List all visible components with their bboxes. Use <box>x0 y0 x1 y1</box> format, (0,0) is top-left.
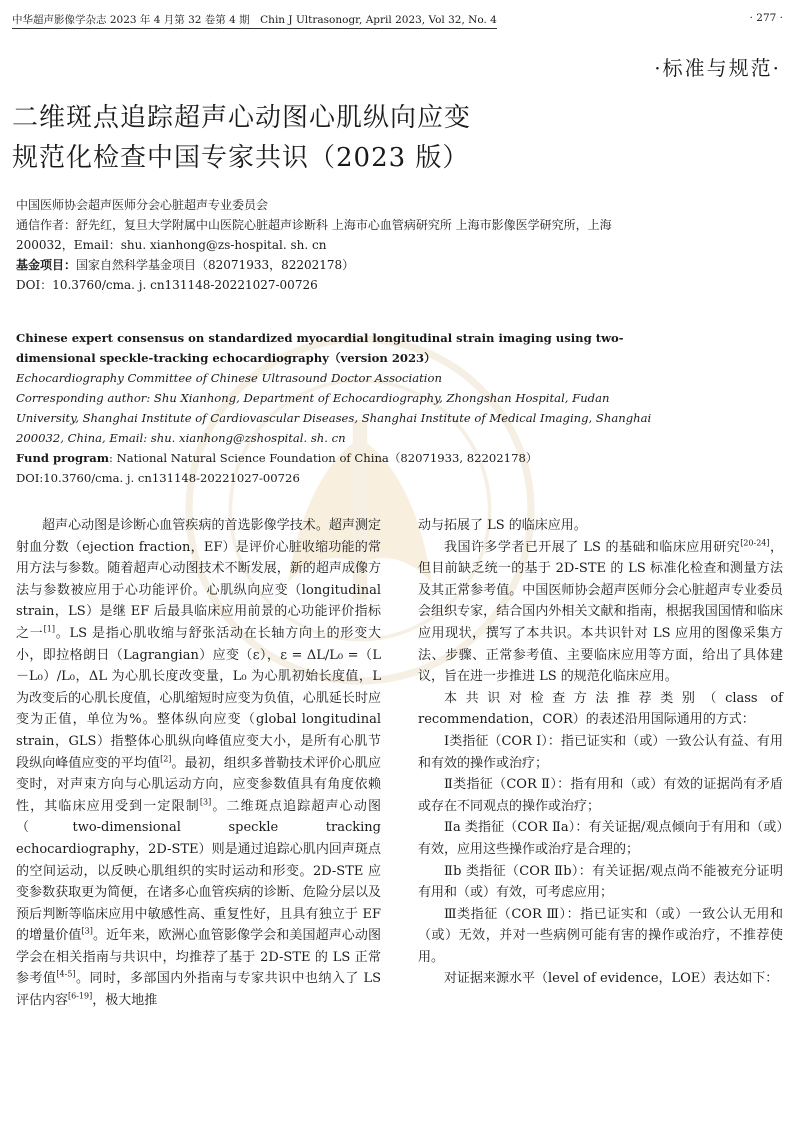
text-span: ，极大地推 <box>92 993 158 1009</box>
text-span: 我国许多学者已开展了 LS 的基础和临床应用研究 <box>444 539 741 555</box>
section-tag: ·标准与规范· <box>654 56 781 80</box>
citation: [3] <box>199 797 212 807</box>
citation: [1] <box>43 624 55 634</box>
text-span: 。最初，组织多普勒技术评价心肌应变时，对声束方向与心肌运动方向，应变参数值具有角度依赖性，其临床应用受到一定限制 <box>16 755 381 814</box>
doi-cn: DOI：10.3760/cma. j. cn131148-20221027-00726 <box>16 278 318 292</box>
text-span: 。近年来，欧洲心血管影像学会和美国超声心动图学会在相关指南与共识中，均推荐了基于 2D-STE 的 LS 正常参考值 <box>16 928 381 987</box>
paragraph: 动与拓展了 LS 的临床应用。 <box>418 518 587 533</box>
title-line-2: 规范化检查中国专家共识（2023 版） <box>12 143 470 173</box>
fund-en <box>16 448 656 468</box>
doi-en: DOI:10.3760/cma. j. cn131148-20221027-00726 <box>16 471 300 485</box>
fund-cn <box>16 255 641 275</box>
body-text <box>16 515 783 1012</box>
fund-text-cn: 国家自然科学基金项目（82071933，82202178） <box>76 258 355 272</box>
paragraph: Ⅱb 类指征（COR Ⅱb）：有关证据/观点尚不能被充分证明有用和（或）有效，可考虑应用； <box>418 863 783 901</box>
right-column <box>418 515 783 1012</box>
text-span: 超声心动图是诊断心血管疾病的首选影像学技术。超声测定射血分数（ejection fraction，EF）是评价心脏收缩功能的常用方法与参数。随着超声心动图技术不断发展，新的超声成像方法与参数被应用于心功能评价。心肌纵向应变（longitudinal strain，LS）是继 EF 后最具临床应用前景的心功能评价指标之一 <box>16 518 381 641</box>
page-number: · 277 · <box>749 12 783 24</box>
corresponding-en: Corresponding author: Shu Xianhong, Department of Echocardiography, Zhongshan Hospital, Fudan University, Shanghai Institute of Cardiovascular Diseases, Shanghai Institute of Medical Imaging, Shanghai 200032, China, Email: shu. xianhong@zshospital. sh. cn <box>16 391 652 445</box>
paragraph <box>16 515 381 1012</box>
english-metadata <box>16 328 656 488</box>
title-line-1: 二维斑点追踪超声心动图心肌纵向应变 <box>12 103 472 133</box>
citation: [3] <box>81 926 93 936</box>
authors-cn: 中国医师协会超声医师分会心脏超声专业委员会 <box>16 198 269 212</box>
running-header <box>12 12 783 29</box>
text-span: 。同时，多部国内外指南与专家共识中也纳入了 LS 评估内容 <box>16 971 381 1009</box>
paragraph: Ⅱ类指征（COR Ⅱ）：指有用和（或）有效的证据尚有矛盾或存在不同观点的操作或治疗； <box>418 777 783 814</box>
left-column <box>16 515 381 1012</box>
text-span: ，但目前缺乏统一的基于 2D-STE 的 LS 标准化检查和测量方法及其正常参考值。中国医师协会超声医师分会心脏超声专业委员会组织专家，结合国内外相关文献和指南，根据我国国情和临床应用现状，撰写了本共识。本共识针对 LS 应用的图像采集方法、步骤、正常参考值、主要临床应用等方面，给出了具体建议，旨在进一步推进 LS 的规范化临床应用。 <box>418 539 783 685</box>
text-span: 。二维斑点追踪超声心动图（two-dimensional speckle tracking echocardiography，2D-STE）则是通过追踪心肌内回声斑点的空间运动，以反映心肌组织的实时运动和形变。2D-STE 应变参数获取更为简便，在诸多心血管疾病的诊断、危险分层以及预后判断等临床应用中敏感性高、重复性好，且具有独立于 EF 的增量价值 <box>16 798 381 944</box>
chinese-metadata <box>16 195 641 295</box>
paragraph: Ⅱa 类指征（COR Ⅱa）：有关证据/观点倾向于有用和（或）有效，应用这些操作或治疗是合理的； <box>418 820 783 857</box>
paragraph: 对证据来源水平（level of evidence，LOE）表达如下： <box>444 971 779 987</box>
paragraph: 本共识对检查方法推荐类别（class of recommendation，COR）的表述沿用国际通用的方式： <box>418 690 783 728</box>
fund-text-en: : National Natural Science Foundation of China（82071933, 82202178） <box>108 451 538 465</box>
article-title <box>12 98 652 178</box>
citation: [6-19] <box>68 991 93 1001</box>
paragraph: Ⅲ类指征（COR Ⅲ）：指已证实和（或）一致公认无用和（或）无效，并对一些病例可能有害的操作或治疗，不推荐使用。 <box>418 906 783 965</box>
fund-label-cn: 基金项目： <box>16 258 77 272</box>
citation: [20-24] <box>740 538 770 548</box>
paragraph <box>418 537 783 688</box>
title-en: Chinese expert consensus on standardized myocardial longitudinal strain imaging using two-dimensional speckle-tracking echocardiography（version 2023） <box>16 331 624 365</box>
journal-citation: 中华超声影像学杂志 2023 年 4 月第 32 卷第 4 期 Chin J Ultrasonogr, April 2023, Vol 32, No. 4 <box>12 12 497 29</box>
paragraph: Ⅰ类指征（COR Ⅰ）：指已证实和（或）一致公认有益、有用和有效的操作或治疗； <box>418 733 783 771</box>
citation: [4-5] <box>56 970 76 980</box>
authors-en: Echocardiography Committee of Chinese Ultrasound Doctor Association <box>16 371 442 385</box>
corresponding-cn: 通信作者：舒先红，复旦大学附属中山医院心脏超声诊断科 上海市心血管病研究所 上海市影像医学研究所，上海 200032，Email：shu. xianhong@zs-hospital. sh. cn <box>16 218 612 252</box>
text-span: 。LS 是指心肌收缩与舒张活动在长轴方向上的形变大小，即拉格朗日（Lagrangian）应变（ε），ε = ΔL/L₀ =（L－L₀）/L₀，ΔL 为心肌长度改变量，L₀ 为心肌初始长度值，L 为改变后的心肌长度值，心肌缩短时应变为负值，心肌延长时应变为正值，单位为%。整体纵向应变（global longitudinal strain，GLS）指整体心肌纵向峰值应变大小，是所有心肌节段纵向峰值应变的平均值 <box>16 625 381 771</box>
fund-label-en: Fund program <box>16 451 109 465</box>
citation: [2] <box>160 754 172 764</box>
